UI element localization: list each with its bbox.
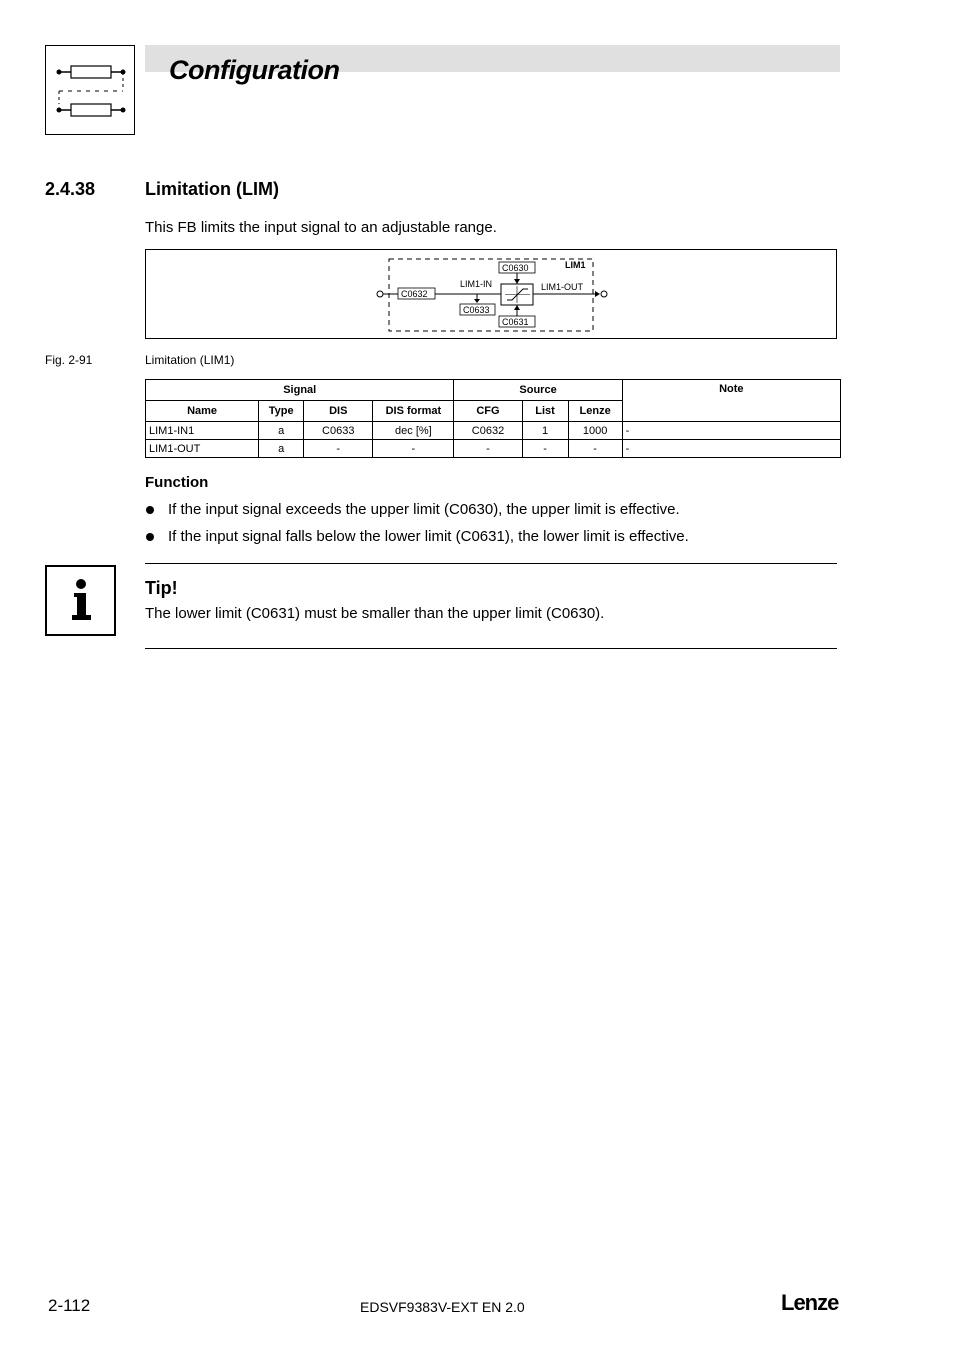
page-title: Configuration xyxy=(169,55,340,85)
lower-code: C0631 xyxy=(502,317,529,327)
column-header: CFG xyxy=(454,401,522,422)
note-header: Note xyxy=(622,380,840,422)
input-terminal xyxy=(377,291,383,297)
cell-dis-format: - xyxy=(373,440,454,458)
bullet-icon xyxy=(146,506,154,514)
tip-text: The lower limit (C0631) must be smaller than the upper limit (C0630). xyxy=(145,605,605,622)
output-terminal xyxy=(601,291,607,297)
column-header: Lenze xyxy=(568,401,622,422)
column-header: DIS xyxy=(304,401,373,422)
figure-caption: Limitation (LIM1) xyxy=(145,353,235,367)
bullet-icon xyxy=(146,533,154,541)
cell-cfg: C0632 xyxy=(454,422,522,440)
cell-dis: - xyxy=(304,440,373,458)
cell-list: - xyxy=(522,440,568,458)
lenze-logo: Lenze xyxy=(781,1290,839,1315)
cell-note: - xyxy=(622,422,840,440)
function-block-diagram xyxy=(145,249,837,339)
section-number: 2.4.38 xyxy=(45,179,96,199)
upper-code: C0630 xyxy=(502,263,529,273)
cell-type: a xyxy=(259,440,304,458)
divider xyxy=(145,648,837,649)
display-code: C0633 xyxy=(463,305,490,315)
figure-number: Fig. 2-91 xyxy=(45,353,93,367)
input-code: C0632 xyxy=(401,289,428,299)
info-icon xyxy=(45,565,116,636)
cell-dis: C0633 xyxy=(304,422,373,440)
function-heading: Function xyxy=(145,474,209,491)
cell-type: a xyxy=(259,422,304,440)
bullet-text: If the input signal falls below the lower limit (C0631), the lower limit is effective. xyxy=(168,528,689,545)
intro-text: This FB limits the input signal to an adjustable range. xyxy=(145,219,497,236)
column-header: List xyxy=(522,401,568,422)
output-label: LIM1-OUT xyxy=(541,282,584,292)
cell-name: LIM1-IN1 xyxy=(146,422,259,440)
function-block-icon xyxy=(45,45,135,135)
column-header: Type xyxy=(259,401,304,422)
table-row xyxy=(146,440,841,458)
block-name: LIM1 xyxy=(565,260,586,270)
cell-list: 1 xyxy=(522,422,568,440)
cell-dis-format: dec [%] xyxy=(373,422,454,440)
tip-title: Tip! xyxy=(145,578,178,598)
cell-name: LIM1-OUT xyxy=(146,440,259,458)
table-row xyxy=(146,422,841,440)
cell-lenze: - xyxy=(568,440,622,458)
cell-cfg: - xyxy=(454,440,522,458)
source-group-header: Source xyxy=(454,380,622,401)
bullet-text: If the input signal exceeds the upper limit (C0630), the upper limit is effective. xyxy=(168,501,680,518)
cell-note: - xyxy=(622,440,840,458)
cell-lenze: 1000 xyxy=(568,422,622,440)
divider xyxy=(145,563,837,564)
column-header: DIS format xyxy=(373,401,454,422)
page-number: 2-112 xyxy=(48,1296,91,1315)
document-id: EDSVF9383V-EXT EN 2.0 xyxy=(360,1299,525,1315)
signal-group-header: Signal xyxy=(146,380,454,401)
signal-table xyxy=(145,379,841,458)
section-title: Limitation (LIM) xyxy=(145,179,279,199)
column-header: Name xyxy=(146,401,259,422)
input-label: LIM1-IN xyxy=(460,279,493,289)
